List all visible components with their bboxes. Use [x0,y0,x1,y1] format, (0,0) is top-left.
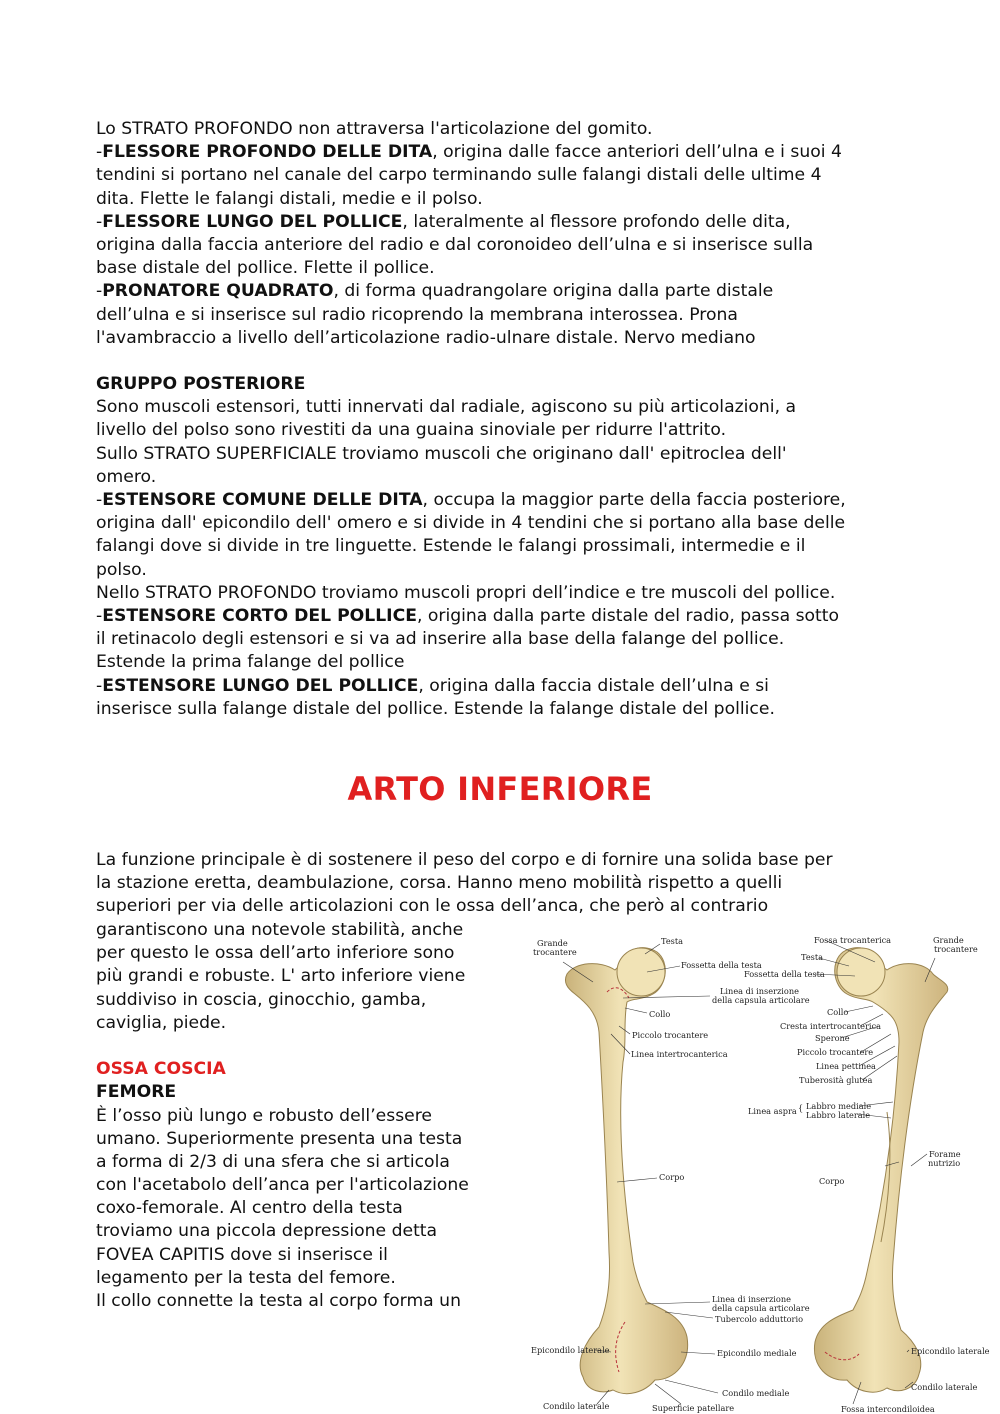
svg-text:Forame: Forame [929,1149,961,1159]
svg-text:Linea di inserzione: Linea di inserzione [720,986,799,996]
svg-text:Grande: Grande [537,938,568,948]
muscle-name: PRONATORE QUADRATO [102,281,334,302]
svg-text:Testa: Testa [801,952,824,962]
svg-text:Linea intertrocanterica: Linea intertrocanterica [631,1049,728,1059]
svg-text:Fossa intercondiloidea: Fossa intercondiloidea [841,1404,935,1414]
svg-text:Condilo laterale: Condilo laterale [543,1401,610,1411]
paragraph-line: La funzione principale è di sostenere il peso del corpo e di fornire una solida base per [96,850,833,870]
muscle-name: ESTENSORE CORTO DEL POLLICE [102,605,417,626]
paragraph-line: con l'acetabolo dell’anca per l'articolazione [96,1175,469,1196]
paragraph-line: più grandi e robuste. L' arto inferiore viene [96,966,466,987]
paragraph-line: a forma di 2/3 di una sfera che si articola [96,1151,450,1172]
paragraph-line: origina dall' epicondilo dell' omero e si divide in 4 tendini che si portano alla base delle [96,513,846,534]
svg-text:Cresta intertrocanterica: Cresta intertrocanterica [780,1021,881,1031]
svg-text:Collo: Collo [649,1009,671,1019]
paragraph-line: caviglia, piede. [96,1012,227,1033]
section-title: ARTO INFERIORE [347,770,653,808]
svg-text:Linea di inserzione: Linea di inserzione [712,1294,791,1304]
muscle-name: ESTENSORE LUNGO DEL POLLICE [102,675,419,696]
paragraph-line: la stazione eretta, deambulazione, corsa. Hanno meno mobilità rispetto a quelli [96,873,783,894]
svg-text:Corpo: Corpo [819,1176,845,1186]
paragraph-line: umano. Superiormente presenta una testa [96,1128,463,1149]
paragraph-line: -ESTENSORE CORTO DEL POLLICE, origina dalla parte distale del radio, passa sotto [96,605,840,626]
muscle-name: FLESSORE LUNGO DEL POLLICE [102,211,403,232]
svg-text:Epicondilo mediale: Epicondilo mediale [717,1348,797,1358]
svg-text:Testa: Testa [661,936,684,946]
svg-text:Epicondilo laterale: Epicondilo laterale [911,1346,990,1356]
paragraph-line: -PRONATORE QUADRATO, di forma quadrangolare origina dalla parte distale [96,281,774,302]
blank-line [96,350,916,373]
paragraph-line: È l’osso più lungo e robusto dell’essere [96,1105,432,1126]
svg-text:Epicondilo laterale: Epicondilo laterale [531,1345,610,1355]
paragraph-line: dell’ulna e si inserisce sul radio ricoprendo la membrana interossea. Prona [96,304,738,325]
paragraph-line: -FLESSORE PROFONDO DELLE DITA, origina dalle facce anteriori dell’ulna e i suoi 4 [96,142,842,163]
svg-text:Corpo: Corpo [659,1172,685,1182]
svg-text:Linea pettinea: Linea pettinea [816,1061,876,1071]
text-upper-limb-muscles [96,118,916,721]
svg-text:trocantere: trocantere [533,947,577,957]
paragraph-line: polso. [96,559,147,580]
paragraph-line: il retinacolo degli estensori e si va ad inserire alla base della falange del pollice. [96,629,785,650]
femur-illustration [515,922,1000,1414]
svg-text:Grande: Grande [933,935,964,945]
paragraph-line: suddiviso in coscia, ginocchio, gamba, [96,989,427,1010]
svg-text:Condilo laterale: Condilo laterale [911,1382,978,1392]
svg-text:nutrizio: nutrizio [928,1158,961,1168]
section-heading: GRUPPO POSTERIORE [96,374,306,395]
paragraph-line: livello del polso sono rivestiti da una guaina sinoviale per ridurre l'attrito. [96,420,727,441]
paragraph-line: dita. Flette le falangi distali, medie e il polso. [96,188,483,209]
svg-text:trocantere: trocantere [934,944,978,954]
text-lower-limb-intro [96,849,916,919]
muscle-name: FLESSORE PROFONDO DELLE DITA [102,142,433,163]
paragraph-line: troviamo una piccola depressione detta [96,1221,438,1242]
subsection-heading: FEMORE [96,1082,177,1103]
svg-text:Fossetta della testa: Fossetta della testa [681,960,762,970]
svg-text:della capsula articolare: della capsula articolare [712,995,810,1005]
paragraph-line: Lo STRATO PROFONDO non attraversa l'articolazione del gomito. [96,119,653,139]
paragraph-line: omero. [96,466,157,487]
paragraph-line: base distale del pollice. Flette il pollice. [96,258,435,279]
muscle-name: ESTENSORE COMUNE DELLE DITA [102,490,423,510]
paragraph-line: Il collo connette la testa al corpo forma un [96,1291,461,1311]
paragraph-line: per questo le ossa dell’arto inferiore sono [96,943,455,964]
paragraph-line: legamento per la testa del femore. [96,1267,396,1288]
svg-text:Fossetta della testa: Fossetta della testa [744,969,825,979]
paragraph-line: -ESTENSORE LUNGO DEL POLLICE, origina dalla faccia distale dell’ulna e si [96,675,769,696]
svg-text:Superficie patellare: Superficie patellare [652,1403,735,1413]
svg-text:{: { [798,1103,804,1113]
blank-line [96,1035,516,1058]
svg-text:Piccolo trocantere: Piccolo trocantere [632,1030,709,1040]
paragraph-line: FOVEA CAPITIS dove si inserisce il [96,1244,388,1265]
svg-text:Tubercolo adduttorio: Tubercolo adduttorio [715,1314,804,1324]
svg-text:Collo: Collo [827,1007,849,1017]
paragraph-line: Sono muscoli estensori, tutti innervati dal radiale, agiscono su più articolazioni, a [96,397,797,418]
svg-text:Labbro laterale: Labbro laterale [806,1110,871,1120]
svg-text:Fossa trocanterica: Fossa trocanterica [814,935,892,945]
svg-text:Piccolo trocantere: Piccolo trocantere [797,1047,874,1057]
svg-text:Sperone: Sperone [815,1033,850,1043]
svg-text:Labbro mediale: Labbro mediale [806,1101,872,1111]
paragraph-line: Nello STRATO PROFONDO troviamo muscoli propri dell’indice e tre muscoli del pollice. [96,582,836,603]
paragraph-line: Sullo STRATO SUPERFICIALE troviamo muscoli che originano dall' epitroclea dell' [96,443,787,464]
subsection-heading-red: OSSA COSCIA [96,1059,226,1080]
paragraph-line: tendini si portano nel canale del carpo terminando sulle falangi distali delle ultime 4 [96,165,822,186]
paragraph-line: Estende la prima falange del pollice [96,652,405,673]
paragraph-line: origina dalla faccia anteriore del radio e dal coronoideo dell’ulna e si inserisce sulla [96,234,814,255]
paragraph-line: garantiscono una notevole stabilità, anche [96,920,464,940]
paragraph-line: superiori per via delle articolazioni con le ossa dell’anca, che però al contrario [96,896,769,917]
paragraph-line: coxo-femorale. Al centro della testa [96,1198,403,1219]
paragraph-line: l'avambraccio a livello dell’articolazione radio-ulnare distale. Nervo mediano [96,327,756,348]
text-femur-column [96,919,516,1313]
paragraph-line: -ESTENSORE COMUNE DELLE DITA, occupa la maggior parte della faccia posteriore, [96,490,846,510]
paragraph-line: -FLESSORE LUNGO DEL POLLICE, lateralmente al flessore profondo delle dita, [96,211,791,232]
svg-text:Condilo mediale: Condilo mediale [722,1388,790,1398]
paragraph-line: falangi dove si divide in tre linguette. Estende le falangi prossimali, intermedie e il [96,536,806,557]
svg-text:Tuberosità glutea: Tuberosità glutea [799,1075,873,1085]
svg-text:Linea aspra: Linea aspra [748,1106,797,1116]
paragraph-line: inserisce sulla falange distale del pollice. Estende la falange distale del pollice. [96,698,775,719]
svg-text:della capsula articolare: della capsula articolare [712,1303,810,1313]
